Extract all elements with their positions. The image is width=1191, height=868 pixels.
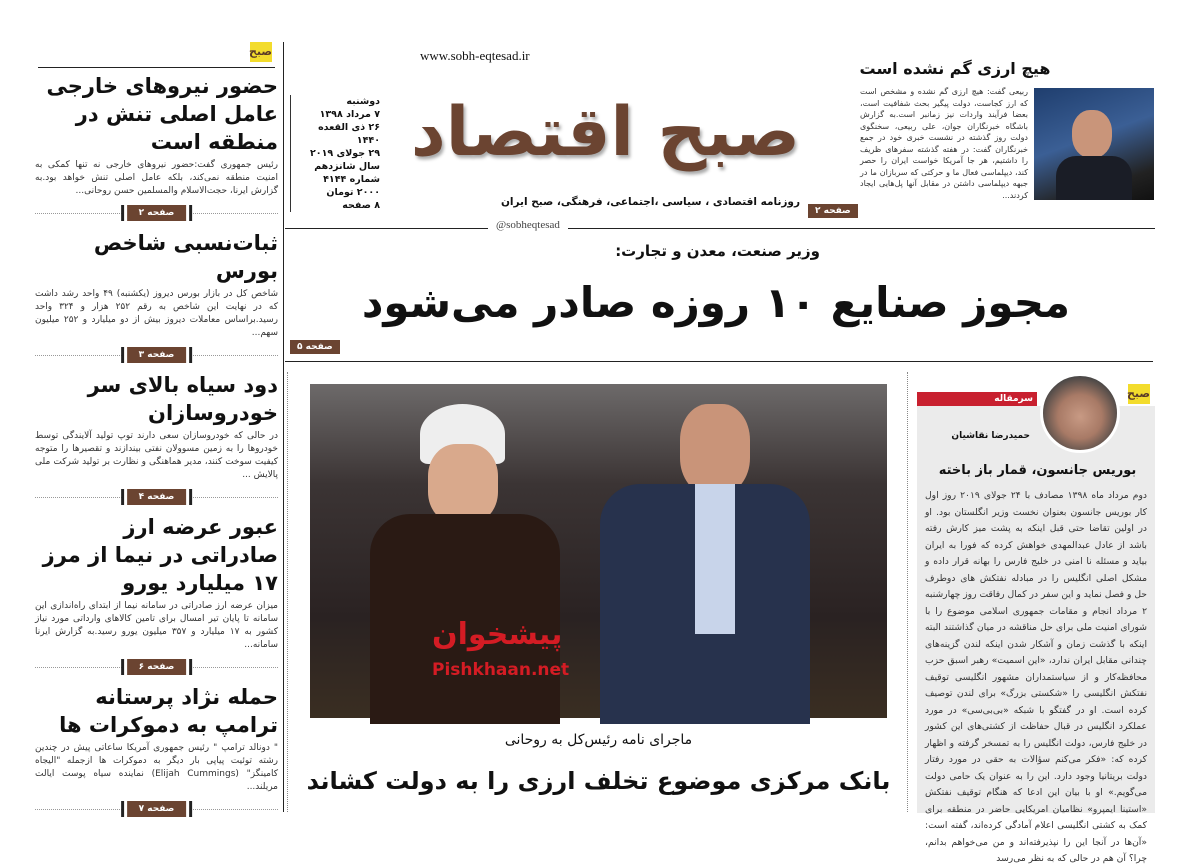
story-body: در حالی که خودروسازان سعی دارند توپ تولید آلایندگی توسط خودروها را به زمین مسوولان نفتی بیندازند و تقصیرها را متوجه کیفیت سوخت کنند، مدیر هماهنگی و نظارت بر تولید شرکت ملی پالایش ... xyxy=(35,431,278,480)
issue-number: شماره ۴۱۴۴ xyxy=(323,174,380,185)
left-story-5[interactable] xyxy=(35,683,278,825)
spokesman-photo xyxy=(1034,88,1154,200)
masthead-rule xyxy=(285,228,1155,229)
editorial-label xyxy=(917,392,1037,406)
editorial-label-text: سرمقاله xyxy=(994,394,1033,404)
page-ref-divider xyxy=(35,203,278,223)
page-ref-button[interactable]: صفحه ۳ xyxy=(124,347,190,363)
page-ref-button[interactable]: صفحه ۲ xyxy=(808,204,858,218)
story-headline[interactable]: عبور عرضه ارز صادراتی در نیما از مرز ۱۷ میلیارد یورو xyxy=(42,515,278,595)
social-handle[interactable]: @sobheqtesad xyxy=(488,219,568,231)
website-url[interactable]: www.sobh-eqtesad.ir xyxy=(420,48,530,63)
page-ref-button[interactable]: صفحه ۵ xyxy=(290,340,340,354)
editorial-author: حمیدرضا نقاشیان xyxy=(951,431,1030,441)
page-ref-divider xyxy=(35,345,278,365)
page-ref-divider xyxy=(35,657,278,677)
sobh-logo-mark: صبح xyxy=(1128,384,1150,404)
page-ref-divider xyxy=(35,799,278,819)
story-headline[interactable]: دود سیاه بالای سر خودروسازان xyxy=(87,373,278,425)
main-headline[interactable]: مجوز صنایع ۱۰ روزه صادر می‌شود xyxy=(361,278,1070,327)
photo-headline[interactable]: بانک مرکزی موضوع تخلف ارزی را به دولت کشاند xyxy=(306,767,891,795)
story-headline[interactable]: ثبات‌نسبی شاخص بورس xyxy=(93,231,278,283)
page-count: ۸ صفحه xyxy=(342,200,380,211)
date-solar: ۷ مرداد ۱۳۹۸ xyxy=(319,109,380,120)
author-avatar xyxy=(1040,373,1120,453)
dotted-border xyxy=(907,372,908,812)
weekday: دوشنبه xyxy=(346,96,380,107)
dotted-border xyxy=(287,372,288,812)
left-story-4[interactable] xyxy=(35,513,278,683)
watermark-en: Pishkhaan.net xyxy=(432,660,570,680)
tagline: روزنامه اقتصادی ، سیاسی ،اجتماعی، فرهنگی، صبح ایران xyxy=(500,196,800,208)
top-right-body: ربیعی گفت: هیچ ارزی گم نشده و مشخص است که ارز کجاست، دولت پیگیر بحث شفافیت است، بعضا فرآیند واردات نیز زمانبر است.به گزارش باشگاه خبرنگاران جوان، علی ربیعی، سخنگوی دولت روز گذشته در نشست خبری خود در جمع خبرنگاران گفت: در هفته گذشته سفرهای ظریف را داشتیم، هر جا آمریکا خواست ایران را حصر کند، دیپلماسی فعال ما و حرکتی که سربازان ما در جبهه دیپلماسی داشتن در مقابل آنها پل‌هایی ایجاد کردند... xyxy=(860,87,1028,200)
date-gregorian: ۲۹ جولای ۲۰۱۹ xyxy=(309,148,380,159)
left-column xyxy=(35,72,278,825)
volume: سال شانزدهم xyxy=(314,161,380,172)
story-body: میزان عرضه ارز صادراتی در سامانه نیما از ابتدای راه‌اندازی این سامانه تا پایان تیر امسال برای تامین کالاهای وارداتی مورد نیاز کشور به ۱۷ میلیارد و ۳۵۷ میلیون یورو رسید.به گزارش ایرنا سامانه... xyxy=(35,601,278,650)
left-story-3[interactable] xyxy=(35,371,278,513)
story-headline[interactable]: حضور نیروهای خارجی عامل اصلی تنش در منطقه است xyxy=(46,74,278,154)
story-body: شاخص کل در بازار بورس دیروز (یکشنبه) ۴۹ واحد رشد داشت که در نهایت این شاخص به رقم ۲۵۲ هزار و ۳۲۴ واحد رسید.براساس معاملات دیروز بیش از دو میلیارد و ۲۵۲ میلیون سهم... xyxy=(35,289,279,338)
story-body: " دونالد ترامپ " رئیس جمهوری آمریکا ساعاتی پیش در چندین رشته توئیت پیاپی بار دیگر به دموکرات ها ازجمله "الیجاه کامینگز" (Elijah Cummings) نماینده سیاه پوست ایالت مریلند... xyxy=(35,743,279,792)
price: ۲۰۰۰ تومان xyxy=(326,187,380,198)
editorial-headline[interactable]: بوریس جانسون، قمار باز باخته xyxy=(938,463,1137,478)
sobh-logo-mark: صبح xyxy=(250,42,272,62)
left-story-2[interactable] xyxy=(35,229,278,371)
page-ref-button[interactable]: صفحه ۶ xyxy=(124,659,190,675)
watermark-fa: پیشخوان xyxy=(432,617,563,652)
left-story-1[interactable] xyxy=(35,72,278,229)
photo-kicker: ماجرای نامه رئیس‌کل به روحانی xyxy=(504,732,693,748)
main-kicker: وزیر صنعت، معدن و تجارت: xyxy=(615,242,820,260)
issue-info xyxy=(290,95,380,212)
editorial-body: دوم مرداد ماه ۱۳۹۸ مصادف با ۲۴ جولای ۲۰۱۹ روز اول کار بوریس جانسون بعنوان نخست وزیر انگلستان بود. او در اولین تقاضا حتی قبل اینکه به پشت میز کارش رفته باشد از عادل عبدالمهدی خواهش کرده که فورا به ایران بیاید و مسئله نا امنی در خلیج فارس را بهانه قرار داده و مشکل اصلی انگلیس را در مبادله نفتکش های دوطرف حل و فصل نماید و این سفر در کمال رفاقت روز چهارشنبه ۲ مرداد انجام و مقامات جمهوری اسلامی موضوع را با شورای امنیت ملی برای حل مناقشه در میان گذاشتند البته اینکه با گذشت زمان و آشکار شدن اینکه لندن گزینه‌های چندانی مقابل ایران ندارد، «این اسمیت» رهبر اسبق حزب محافظه‌کار و از سیاستمداران مشهور انگلیسی توقیف نفتکش انگلیسی را «شکستی بزرگ» برای لندن توصیف کرده است. او در گفتگو با شبکه «بی‌بی‌سی» در مورد عملکرد انگلیس در قبال حفاظت از کشتی‌های این کشور در خلیج فارس، دولت انگلیس را به تمسخر گرفته و اظهار کرده که: «فکر می‌کنم سؤالات به حقی در مورد رفتار دولت بریتانیا وجود دارد. این را به عنوان یک حامی دولت می‌گویم.» او با بیان این ادعا که هنگام توقیف نفتکش «استینا ایمپرو» نظامیان امریکایی حاضر در منطقه برای کمک به کشتی انگلیسی اعلام آمادگی کرده‌اند، گفته است: «آن‌ها در آنجا این را نپذیرفته‌اند و من می‌خواهم بدانم، چرا؟ آن هم در حالی که به نظر می‌رسد xyxy=(925,490,1147,864)
page-ref-button[interactable]: صفحه ۲ xyxy=(124,205,190,221)
page-ref-button[interactable]: صفحه ۷ xyxy=(124,801,190,817)
main-rule xyxy=(285,361,1153,362)
story-body: رئیس جمهوری گفت:حضور نیروهای خارجی نه تنها کمکی به امنیت منطقه نمی‌کند، بلکه عامل اصلی تنش خواهد بود.به گزارش ایرنا، حجت‌الاسلام والمسلمین حسن روحانی... xyxy=(35,160,278,196)
main-photo xyxy=(310,384,887,718)
date-lunar: ۲۶ ذی القعده ۱۴۴۰ xyxy=(318,122,380,146)
divider xyxy=(38,67,275,68)
page-ref-divider xyxy=(35,487,278,507)
page-ref-button[interactable]: صفحه ۴ xyxy=(124,489,190,505)
newspaper-logo: صبح اقتصاد xyxy=(410,93,800,172)
column-divider xyxy=(283,42,284,812)
story-headline[interactable]: حمله نژاد پرستانه ترامپ به دموکرات ها xyxy=(59,685,278,737)
top-right-headline[interactable]: هیچ ارزی گم نشده است xyxy=(859,59,1051,78)
